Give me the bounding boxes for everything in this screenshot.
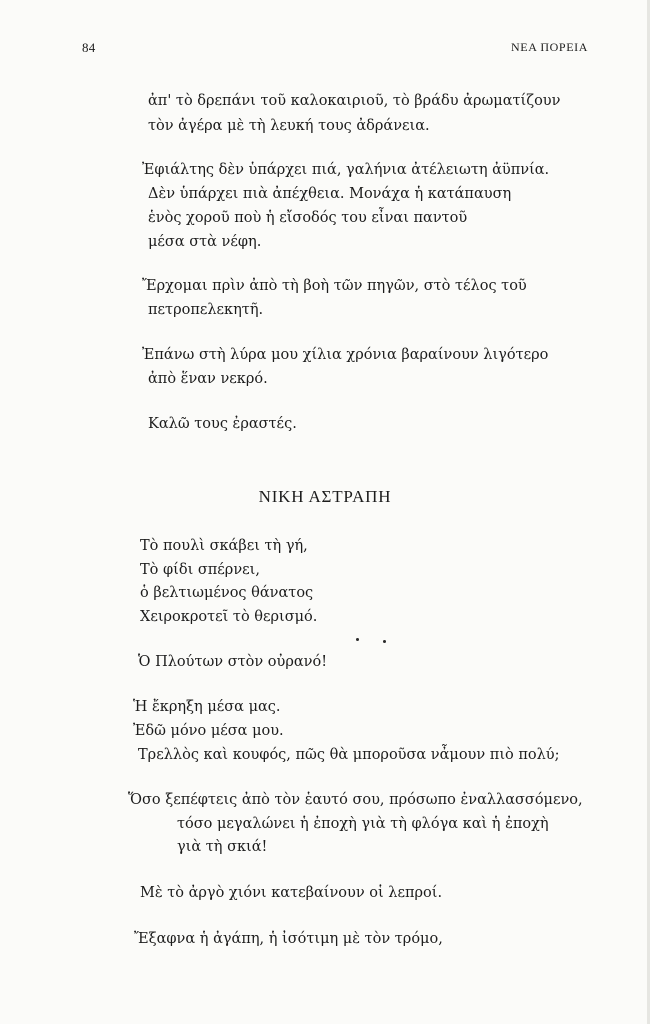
poem-line: ἀπὸ ἕναν νεκρό. bbox=[148, 371, 268, 387]
poem-line: Ἐφιάλτης δὲν ὑπάρχει πιά, γαλήνια ἀτέλειωτη ἀϋπνία. bbox=[142, 162, 550, 178]
poem-line: Τρελλὸς καὶ κουφός, πῶς θὰ μποροῦσα νἆμουν πιὸ πολύ; bbox=[138, 747, 560, 763]
ink-speck bbox=[356, 638, 359, 641]
poem-line: τόσο μεγαλώνει ἡ ἐποχὴ γιὰ τὴ φλόγα καὶ ἡ ἐποχὴ bbox=[177, 816, 549, 832]
poem-line: Τὸ φίδι σπέρνει, bbox=[140, 562, 260, 578]
poem-line: ὁ βελτιωμένος θάνατος bbox=[140, 585, 314, 601]
poem-line: Ἐπάνω στὴ λύρα μου χίλια χρόνια βαραίνουν λιγότερο bbox=[142, 347, 549, 363]
ink-speck bbox=[383, 640, 386, 643]
poem-line: Τὸ πουλὶ σκάβει τὴ γή, bbox=[140, 538, 308, 554]
poem-line: Ἔξαφνα ἡ ἀγάπη, ἡ ἰσότιμη μὲ τὸν τρόμο, bbox=[134, 931, 443, 947]
poem-line: Ὁ Πλούτων στὸν οὐρανό! bbox=[138, 654, 328, 670]
poem-line: τὸν ἀγέρα μὲ τὴ λευκή τους ἀδράνεια. bbox=[148, 118, 430, 134]
poem-line: Ὅσο ξεπέφτεις ἀπὸ τὸν ἑαυτό σου, πρόσωπο ἐναλλασσόμενο, bbox=[128, 792, 583, 808]
poem-line: Ἔρχομαι πρὶν ἀπὸ τὴ βοὴ τῶν πηγῶν, στὸ τέλος τοῦ bbox=[142, 278, 527, 294]
poem-line: Καλῶ τους ἐραστές. bbox=[148, 416, 297, 432]
poem-line: ἀπ' τὸ δρεπάνι τοῦ καλοκαιριοῦ, τὸ βράδυ ἀρωματίζουν bbox=[148, 93, 561, 109]
running-head: ΝΕΑ ΠΟΡΕΙΑ bbox=[511, 40, 588, 54]
poem-line: γιὰ τὴ σκιά! bbox=[177, 839, 268, 855]
poem-line: Ἐδῶ μόνο μέσα μου. bbox=[133, 723, 284, 739]
poem-title: ΝΙΚΗ ΑΣΤΡΑΠΗ bbox=[258, 487, 392, 506]
poem-line: ἑνὸς χοροῦ ποὺ ἡ εἴσοδός του εἶναι παντοῦ bbox=[148, 210, 468, 226]
poem-line: Δὲν ὑπάρχει πιὰ ἀπέχθεια. Μονάχα ἡ κατάπαυση bbox=[148, 186, 512, 202]
poem-line: Χειροκροτεῖ τὸ θερισμό. bbox=[140, 609, 318, 625]
poem-line: Ἡ ἔκρηξη μέσα μας. bbox=[133, 699, 281, 715]
poem-line: μέσα στὰ νέφη. bbox=[148, 234, 262, 250]
page-number: 84 bbox=[82, 40, 96, 55]
poem-line: πετροπελεκητῆ. bbox=[148, 302, 264, 318]
poem-line: Μὲ τὸ ἀργὸ χιόνι κατεβαίνουν οἱ λεπροί. bbox=[140, 885, 443, 901]
